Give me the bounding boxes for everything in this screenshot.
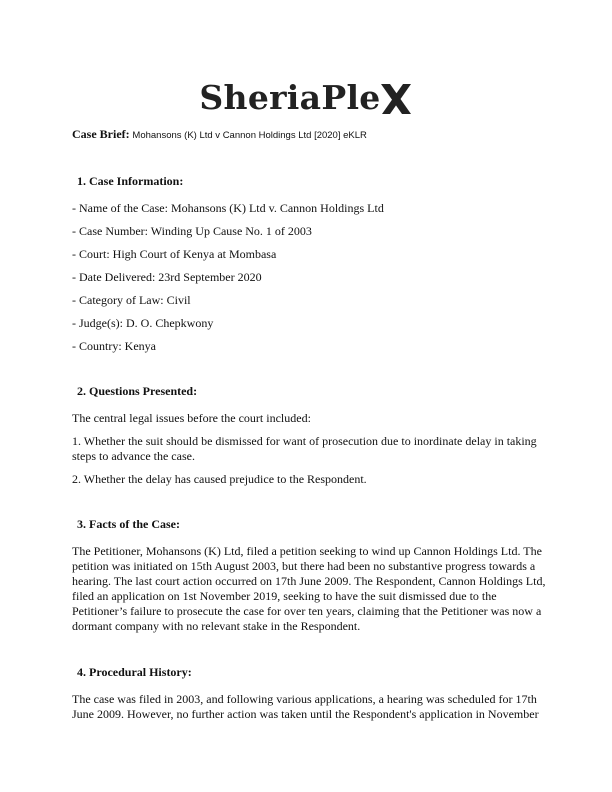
- info-item-name: - Name of the Case: Mohansons (K) Ltd v. Cannon Holdings Ltd: [72, 201, 384, 215]
- info-item-country: - Country: Kenya: [72, 339, 156, 353]
- info-item-judges: - Judge(s): D. O. Chepkwony: [72, 316, 214, 330]
- info-item-date: - Date Delivered: 23rd September 2020: [72, 270, 262, 284]
- case-brief-line: [72, 127, 367, 143]
- section-heading-questions: 2. Questions Presented:: [77, 384, 198, 398]
- section-heading-facts: 3. Facts of the Case:: [77, 517, 180, 531]
- info-item-court: - Court: High Court of Kenya at Mombasa: [72, 247, 277, 261]
- question-item-1: 1. Whether the suit should be dismissed for want of prosecution due to inordinate delay in taking steps to advance the case.: [72, 434, 537, 463]
- procedural-history-paragraph: The case was filed in 2003, and following various applications, a hearing was scheduled for 17th June 2009. However, no further action was taken until the Respondent's application in November: [72, 692, 539, 721]
- section-heading-case-information: 1. Case Information:: [77, 174, 184, 188]
- section-heading-procedural-history: 4. Procedural History:: [77, 665, 192, 679]
- x-mark-icon: [379, 82, 413, 116]
- questions-intro: The central legal issues before the court included:: [72, 411, 311, 425]
- logo-text: SheriaPle: [199, 78, 381, 117]
- question-item-2: 2. Whether the delay has caused prejudice to the Respondent.: [72, 472, 367, 486]
- facts-paragraph: The Petitioner, Mohansons (K) Ltd, filed a petition seeking to wind up Cannon Holdings Ltd. The petition was initiated on 15th August 2003, but there had been no substantive progress towards a hearing. The last court action occurred on 17th June 2009. The Respondent, Cannon Holdings Ltd, filed an application on 1st November 2019, seeking to have the suit dismissed due to the Petitioner’s failure to prosecute the case for over ten years, claiming that the Petitioner was now a dormant company with no relevant stake in the Respondent.: [72, 544, 546, 633]
- sheriaplex-logo: [0, 78, 612, 118]
- case-brief-title: Mohansons (K) Ltd v Cannon Holdings Ltd [2020] eKLR: [132, 130, 367, 141]
- info-item-category: - Category of Law: Civil: [72, 293, 191, 307]
- case-brief-label: Case Brief:: [72, 127, 130, 141]
- document-body: [72, 174, 546, 731]
- info-item-number: - Case Number: Winding Up Cause No. 1 of 2003: [72, 224, 312, 238]
